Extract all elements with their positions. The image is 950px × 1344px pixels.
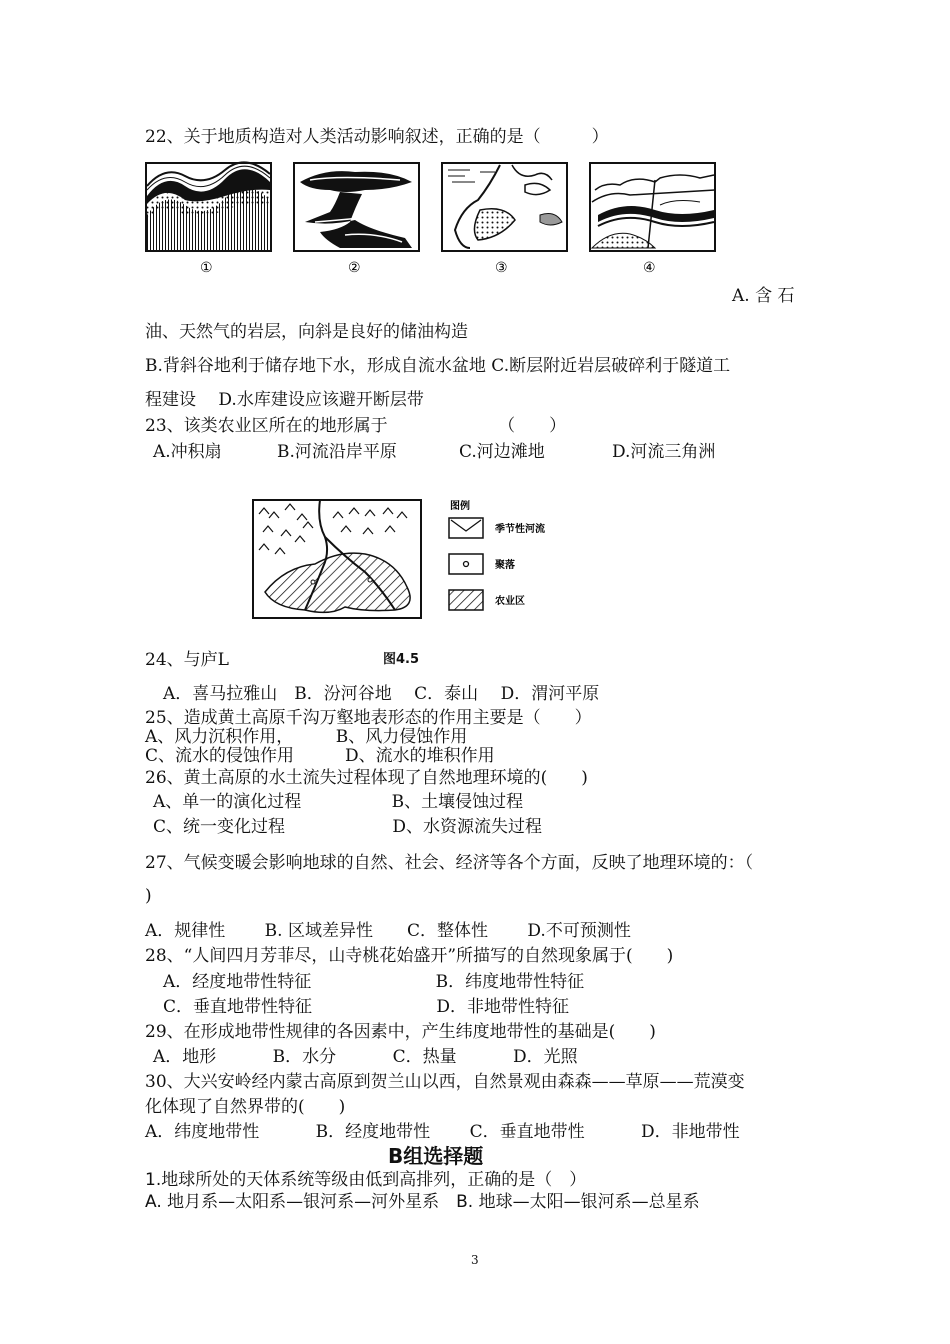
q22-panel-4 — [590, 163, 715, 251]
q23-stem: 23、该类农业区所在的地形属于 （ ） — [145, 416, 567, 436]
q23-option-b: B.河流沿岸平原 — [277, 442, 397, 462]
q22-label-2: ② — [348, 260, 361, 276]
q22-label-4: ④ — [643, 260, 656, 276]
q24-stem: 24、与庐L — [145, 650, 229, 670]
q22-panel-1 — [146, 162, 271, 251]
q23-legend — [449, 499, 545, 610]
section-b-title: B组选择题 — [388, 1144, 484, 1168]
q26-options-line2: C、统一变化过程 D、水资源流失过程 — [153, 817, 543, 837]
q23-option-a: A.冲积扇 — [153, 442, 222, 462]
q23-figure-caption: 图4.5 — [383, 652, 420, 667]
q25-options-line2: C、流水的侵蚀作用 D、流水的堆积作用 — [145, 746, 495, 766]
q29-stem: 29、在形成地带性规律的各因素中，产生纬度地带性的基础是( ) — [145, 1022, 656, 1042]
q27-stem-line1: 27、气候变暖会影响地球的自然、社会、经济等各个方面，反映了地理环境的：（ — [145, 853, 754, 873]
q30-options: A．纬度地带性 B．经度地带性 C．垂直地带性 D．非地带性 — [145, 1122, 740, 1142]
q22-panel-2 — [294, 163, 419, 251]
q22-label-3: ③ — [495, 260, 508, 276]
q28-options-line2: C．垂直地带性特征 D．非地带性特征 — [163, 997, 570, 1017]
section-b-q1-stem: 1.地球所处的天体系统等级由低到高排列，正确的是（ ） — [145, 1170, 587, 1190]
q22-options-bc-line2: 程建设 D.水库建设应该避开断层带 — [145, 390, 424, 410]
q25-options-line1: A、风力沉积作用， B、风力侵蚀作用 — [145, 727, 468, 747]
q23-legend-farmland: 农业区 — [495, 596, 525, 607]
section-b-q1-options: A. 地月系—太阳系—银河系—河外星系 B. 地球—太阳—银河系—总星系 — [145, 1192, 700, 1212]
q23-legend-title: 图例 — [450, 501, 470, 512]
q28-options-line1: A．经度地带性特征 B．纬度地带性特征 — [163, 972, 585, 992]
q26-stem: 26、黄土高原的水土流失过程体现了自然地理环境的( ) — [145, 768, 588, 788]
q29-options: A．地形 B．水分 C．热量 D．光照 — [153, 1047, 578, 1067]
q28-stem: 28、“人间四月芳菲尽，山寺桃花始盛开”所描写的自然现象属于( ) — [145, 946, 674, 966]
q22-option-a-part2: 油、天然气的岩层，向斜是良好的储油构造 — [145, 322, 468, 342]
q23-option-d: D.河流三角洲 — [612, 442, 716, 462]
page-number: 3 — [471, 1253, 479, 1267]
q26-options-line1: A、单一的演化过程 B、土壤侵蚀过程 — [153, 792, 524, 812]
q22-stem: 22、关于地质构造对人类活动影响叙述，正确的是（ ） — [145, 127, 609, 147]
q23-legend-river: 季节性河流 — [495, 524, 545, 535]
q25-stem: 25、造成黄土高原千沟万壑地表形态的作用主要是（ ） — [145, 708, 592, 728]
q22-panel-3 — [442, 163, 567, 251]
q23-map — [253, 500, 421, 618]
q27-stem-line2: ) — [145, 886, 152, 906]
q22-label-1: ① — [200, 260, 213, 276]
q24-options: A．喜马拉雅山 B．汾河谷地 C．泰山 D．渭河平原 — [163, 684, 600, 704]
q22-option-a-part1: A. 含 石 — [732, 286, 795, 306]
q22-options-bc-line1: B.背斜谷地利于储存地下水，形成自流水盆地 C.断层附近岩层破碎利于隧道工 — [145, 356, 731, 376]
q23-option-c: C.河边滩地 — [459, 442, 545, 462]
q30-stem-line2: 化体现了自然界带的( ) — [145, 1097, 346, 1117]
q27-options: A．规律性 B. 区域差异性 C．整体性 D.不可预测性 — [145, 921, 631, 941]
q22-figure — [140, 160, 720, 280]
q30-stem-line1: 30、大兴安岭经内蒙古高原到贺兰山以西，自然景观由森森——草原——荒漠变 — [145, 1072, 745, 1092]
q23-legend-settlement: 聚落 — [495, 560, 515, 571]
q23-figure — [245, 492, 585, 672]
